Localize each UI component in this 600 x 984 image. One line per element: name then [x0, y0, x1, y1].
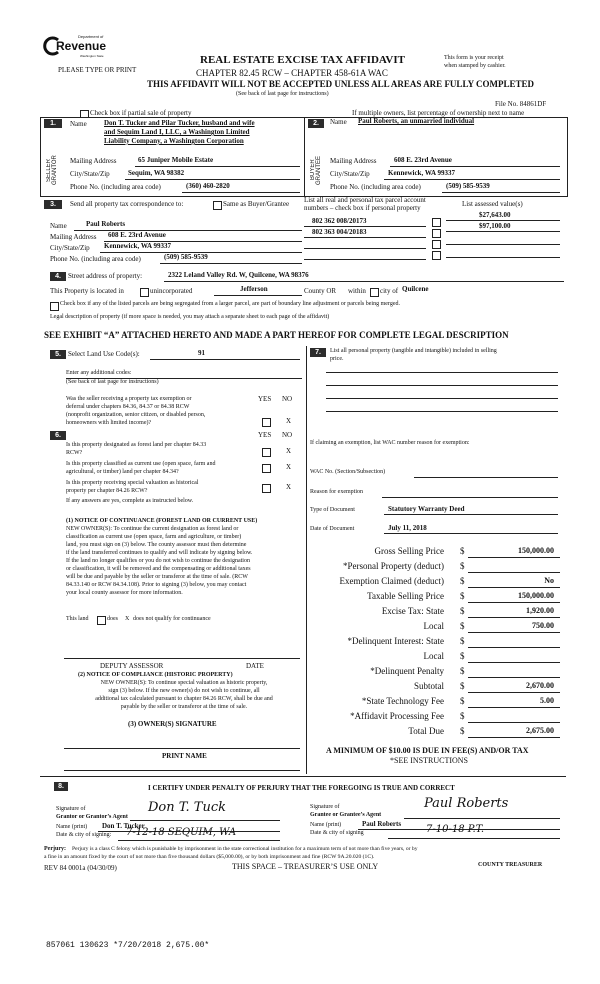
fee-label: Excise Tax: State — [381, 606, 444, 616]
fee-row — [310, 574, 560, 589]
receipt-note-2: when stamped by cashier. — [444, 63, 506, 69]
seller-number: 1. — [44, 119, 62, 128]
fee-currency: $ — [460, 696, 465, 706]
buyer-side-label: BUYER GRANTEE — [310, 155, 322, 185]
parcels-header-2: numbers – check box if personal property — [304, 204, 421, 212]
buyer-mailing-label: Mailing Address — [330, 157, 377, 165]
fee-currency: $ — [460, 711, 465, 721]
doc-date-label: Date of Document — [310, 526, 355, 532]
exhibit-reference: SEE EXHIBIT “A” ATTACHED HERETO AND MADE A PART HEREOF FOR COMPLETE LEGAL DESCRIPTION — [44, 330, 509, 340]
tax-corr-city-label: City/State/Zip — [50, 244, 90, 252]
fee-row — [310, 649, 560, 664]
notice2-line: NEW OWNER(S): To continue special valuation as historic property, — [100, 680, 268, 686]
parcel-value-2[interactable]: $97,100.00 — [479, 222, 511, 230]
same-as-buyer-checkbox[interactable] — [213, 201, 222, 210]
notice1-body — [66, 526, 252, 598]
section7-number: 7. — [310, 348, 326, 357]
doc-type[interactable]: Statutory Warranty Deed — [388, 505, 465, 513]
section6-no: NO — [282, 431, 293, 439]
exemption-yes-checkbox[interactable] — [262, 418, 271, 427]
all-yes-note: If any answers are yes, complete as instructed below. — [66, 498, 194, 504]
fee-row — [310, 709, 560, 724]
grantor-sig-label-2: Grantor or Grantor’s Agent — [56, 814, 128, 820]
claim-exemption-label: If claiming an exemption, list WAC number reason for exemption: — [310, 440, 470, 446]
parcel-value-1[interactable]: $27,643.00 — [479, 211, 511, 219]
tax-corr-number: 3. — [44, 200, 62, 209]
fee-currency: $ — [460, 651, 465, 661]
forest-yes-checkbox[interactable] — [262, 448, 271, 457]
section5-no: NO — [282, 395, 293, 403]
grantee-name-label: Name (print) — [310, 822, 342, 828]
exemption-q-1: Was the seller receiving a property tax exemption or — [66, 396, 192, 402]
form-title: REAL ESTATE EXCISE TAX AFFIDAVIT — [200, 54, 405, 66]
fee-label: *Affidavit Processing Fee — [350, 711, 444, 721]
see-back: (See back of last page for instructions) — [236, 91, 329, 97]
fee-row — [310, 544, 560, 559]
grantor-date-city[interactable]: 7-12-18 SEQUIM, WA — [126, 827, 237, 838]
please-type: PLEASE TYPE OR PRINT — [58, 66, 137, 74]
notice2-line: additional tax calculated pursuant to chapter 84.26 RCW, shall be due and — [95, 696, 273, 702]
buyer-phone-label: Phone No. (including area code) — [330, 183, 421, 191]
grantee-signature[interactable]: Paul Roberts — [424, 796, 509, 811]
fee-currency: $ — [460, 591, 465, 601]
form-revision: REV 84 0001a (04/30/09) — [44, 864, 117, 872]
logo-sub: Washington State — [80, 54, 104, 58]
fee-label: Exemption Claimed (deduct) — [339, 576, 444, 586]
perjury-line-1: Perjury is a class C felony which is punishable by imprisonment in the state correctional institution for a maximum term of not more than five years, or by — [72, 846, 418, 852]
buyer-mailing[interactable]: 608 E. 23rd Avenue — [394, 156, 452, 164]
wac-label: WAC No. (Section/Subsection) — [310, 469, 386, 475]
street-address[interactable]: 2322 Leland Valley Rd. W, Quilcene, WA 98376 — [168, 271, 309, 279]
logo-top: Department of — [78, 34, 104, 39]
seller-side-label: SELLER GRANTOR — [46, 155, 58, 185]
buyer-name[interactable]: Paul Roberts, an unmarried individual — [358, 117, 475, 125]
fee-currency: $ — [460, 576, 465, 586]
fee-value[interactable]: 2,670.00 — [526, 681, 554, 690]
fee-value[interactable]: 2,675.00 — [526, 726, 554, 735]
grantee-sig-label-2: Grantee or Grantee’s Agent — [310, 812, 382, 818]
section6-number: 6. — [50, 431, 66, 440]
land-use-label: Select Land Use Code(s): — [68, 350, 140, 358]
historic-q-b: property per chapter 84.26 RCW? — [66, 488, 148, 494]
perjury-label: Perjury: — [44, 846, 66, 852]
fee-label: *Delinquent Interest: State — [347, 636, 444, 646]
seller-phone[interactable]: (360) 460-2820 — [186, 182, 230, 190]
fee-row — [310, 619, 560, 634]
located-label: This Property is located in — [50, 287, 124, 295]
grantor-name-label: Name (print) — [56, 824, 88, 830]
grantee-date-city[interactable]: 7-10-18 P.T. — [426, 824, 485, 835]
buyer-city[interactable]: Kennewick, WA 99337 — [388, 169, 455, 177]
forest-answer: X — [286, 447, 292, 455]
fee-label: Total Due — [408, 726, 444, 736]
county-name[interactable]: Jefferson — [240, 285, 268, 293]
section4-number: 4. — [50, 272, 66, 281]
file-no: File No. 84861DF — [495, 100, 547, 108]
notice1-title: (1) NOTICE OF CONTINUANCE (FOREST LAND OR CURRENT USE) — [66, 518, 258, 524]
assessed-header: List assessed value(s) — [462, 200, 523, 208]
section5-yes: YES — [258, 395, 272, 403]
fee-row — [310, 559, 560, 574]
fee-label: Taxable Selling Price — [367, 591, 444, 601]
tax-corr-phone-label: Phone No. (including area code) — [50, 255, 141, 263]
within-city-checkbox[interactable] — [370, 288, 379, 297]
notice2-title: (2) NOTICE OF COMPLIANCE (HISTORIC PROPERTY) — [78, 672, 233, 678]
minimum-fee-note: A MINIMUM OF $10.00 IS DUE IN FEE(S) AND/OR TAX — [326, 746, 529, 755]
parcel-personal-checkbox-3[interactable] — [432, 240, 441, 249]
fee-label: Gross Selling Price — [374, 546, 444, 556]
county-treasurer: COUNTY TREASURER — [478, 862, 543, 868]
street-label: Street address of property: — [68, 272, 143, 280]
land-qualify-c: does not qualify for continuance — [133, 616, 211, 622]
fee-row — [310, 679, 560, 694]
current-use-answer: X — [286, 463, 292, 471]
fee-currency: $ — [460, 666, 465, 676]
notice1-line: your local county assessor for more information. — [66, 590, 183, 596]
county-label: County OR — [304, 287, 337, 295]
fee-currency: $ — [460, 621, 465, 631]
notice2-line: sign (3) below. If the new owner(s) do not wish to continue, all — [108, 688, 260, 694]
notice2-line: payable by the seller or transferor at the time of sale. — [120, 704, 248, 710]
same-as-buyer-label: Same as Buyer/Grantee — [223, 200, 290, 208]
doc-type-label: Type of Document — [310, 507, 355, 513]
form-chapter: CHAPTER 82.45 RCW – CHAPTER 458-61A WAC — [196, 68, 388, 78]
historic-yes-checkbox[interactable] — [262, 484, 271, 493]
land-qualify-b: does — [107, 616, 118, 622]
fee-row — [310, 664, 560, 679]
fee-label: Local — [423, 651, 444, 661]
fee-label: *Delinquent Penalty — [370, 666, 444, 676]
segregated-checkbox[interactable] — [50, 302, 59, 311]
multiple-owners-label: If multiple owners, list percentage of ownership next to name — [352, 109, 525, 117]
fee-label: *State Technology Fee — [361, 696, 444, 706]
forest-q-b: RCW? — [66, 450, 83, 456]
fee-label: Local — [423, 621, 444, 631]
grantor-signature[interactable]: Don T. Tuck — [148, 800, 226, 815]
doc-date[interactable]: July 11, 2018 — [388, 524, 427, 532]
seller-phone-label: Phone No. (including area code) — [70, 183, 161, 191]
buyer-name-label: Name — [330, 118, 347, 126]
current-use-q-b: agricultural, or timber) land per chapter 84.34? — [66, 469, 179, 475]
section7-label-2: price. — [330, 356, 344, 362]
grantor-name[interactable]: Don T. Tucker — [102, 822, 145, 830]
fee-value[interactable]: 150,000.00 — [518, 546, 554, 555]
seller-city[interactable]: Sequim, WA 98382 — [128, 169, 185, 177]
fee-row — [310, 724, 560, 739]
grantor-sig-label-1: Signature of — [56, 806, 86, 812]
notice1-line: or classification, it will be removed and the compensating or additional taxes — [66, 566, 251, 572]
fee-currency: $ — [460, 681, 465, 691]
land-does-checkbox[interactable] — [97, 616, 106, 625]
buyer-city-label: City/State/Zip — [330, 170, 370, 178]
notice1-line: classification as current use (open space, farm and agriculture, or timber) — [66, 534, 242, 540]
dor-logo — [42, 34, 112, 62]
tax-corr-mailing[interactable]: 608 E. 23rd Avenue — [108, 231, 166, 239]
fee-value[interactable]: 5.00 — [540, 696, 554, 705]
grantee-sig-label-1: Signature of — [310, 804, 340, 810]
parcel-personal-checkbox-2[interactable] — [432, 229, 441, 238]
grantor-date-label: Date & city of signing: — [56, 832, 112, 838]
section6-yes: YES — [258, 431, 272, 439]
within-label: within — [348, 287, 366, 295]
historic-q-a: Is this property receiving special valuation as historical — [66, 480, 199, 486]
land-qualify-x: X — [125, 616, 130, 622]
notice1-line: land, you must sign on (3) below. The county assessor must then determine — [66, 542, 247, 548]
notice2-body — [66, 680, 302, 712]
land-qualify-a: This land — [66, 616, 89, 622]
grantee-date-label: Date & city of signing — [310, 830, 364, 836]
additional-codes-sub: (See back of last page for instructions) — [66, 379, 159, 385]
section5-number: 5. — [50, 350, 66, 359]
seller-city-label: City/State/Zip — [70, 170, 110, 178]
perjury-line-2: a fine in an amount fixed by the court of not more than five thousand dollars ($5,000.00), or by both imprisonment and fine (RCW 9A.20.020 (1C). — [44, 854, 375, 860]
fee-currency: $ — [460, 606, 465, 616]
seller-name-line3: Liability Company, a Washington Corporation — [104, 137, 244, 145]
notice1-line: 84.33.140 or RCW 84.34.108). Prior to signing (3) below, you may contact — [66, 582, 247, 588]
city-of-label: city of — [380, 287, 399, 295]
deputy-assessor-label: DEPUTY ASSESSOR — [100, 662, 164, 670]
tax-corr-name-label: Name — [50, 222, 67, 230]
fee-row — [310, 604, 560, 619]
fee-label: Subtotal — [413, 681, 444, 691]
fee-currency: $ — [460, 546, 465, 556]
notice1-line: will be due and payable by the seller or transferor at the time of sale. (RCW — [66, 574, 248, 580]
unincorporated-checkbox[interactable] — [140, 288, 149, 297]
land-use-code[interactable]: 91 — [198, 349, 205, 357]
treasurer-space: THIS SPACE – TREASURER’S USE ONLY — [232, 862, 379, 871]
parcel-number-1[interactable]: 802 362 008/20173 — [312, 217, 367, 225]
fee-row — [310, 694, 560, 709]
fee-row — [310, 634, 560, 649]
additional-codes-label: Enter any additional codes: — [66, 370, 132, 376]
form-warning: THIS AFFIDAVIT WILL NOT BE ACCEPTED UNLESS ALL AREAS ARE FULLY COMPLETED — [147, 79, 535, 89]
current-use-yes-checkbox[interactable] — [262, 464, 271, 473]
section7-label-1: List all personal property (tangible and intangible) included in selling — [330, 348, 497, 354]
notice1-line: NEW OWNER(S): To continue the current designation as forest land or — [66, 526, 239, 532]
fee-value[interactable]: 1,920.00 — [526, 606, 554, 615]
tax-corr-city[interactable]: Kennewick, WA 99337 — [104, 242, 171, 250]
unincorporated-label: unincorporated — [150, 287, 193, 295]
buyer-number: 2. — [308, 119, 324, 128]
city-name[interactable]: Quilcene — [402, 285, 429, 293]
notice1-line: If the land no longer qualifies or you do not wish to continue the designation — [66, 558, 250, 564]
fee-value[interactable]: 150,000.00 — [518, 591, 554, 600]
fee-currency: $ — [460, 636, 465, 646]
logo-main: Revenue — [56, 39, 107, 53]
tax-corr-label: Send all property tax correspondence to: — [70, 200, 184, 208]
seller-name-label: Name — [70, 120, 87, 128]
seller-mailing[interactable]: 65 Juniper Mobile Estate — [138, 156, 214, 164]
seller-mailing-label: Mailing Address — [70, 157, 117, 165]
fee-table — [310, 544, 560, 739]
fee-value[interactable]: No — [544, 576, 554, 585]
notice1-line: if the land transferred continues to qualify and will indicate by signing below. — [66, 550, 253, 556]
exemption-q-2: deferral under chapters 84.36, 84.37 or 84.38 RCW — [66, 404, 190, 410]
tax-corr-name[interactable]: Paul Roberts — [86, 220, 126, 228]
parcel-number-2[interactable]: 802 363 004/20183 — [312, 228, 367, 236]
tax-corr-mailing-label: Mailing Address — [50, 233, 97, 241]
receipt-note-1: This form is your receipt — [444, 55, 504, 61]
fee-currency: $ — [460, 561, 465, 571]
current-use-q-a: Is this property classified as current use (open space, farm and — [66, 461, 216, 467]
grantee-name[interactable]: Paul Roberts — [362, 820, 402, 828]
partial-sale-label: Check box if partial sale of property — [90, 109, 192, 117]
tax-corr-phone[interactable]: (509) 585-9539 — [164, 253, 208, 261]
forest-q-a: Is this property designated as forest land per chapter 84.33 — [66, 442, 207, 448]
fee-row — [310, 589, 560, 604]
owner-signature-label: (3) OWNER(S) SIGNATURE — [128, 720, 217, 728]
seller-name-line1: Don T. Tucker and Pilar Tucker, husband and wife — [104, 119, 255, 127]
seller-name-line2: and Sequim Land I, LLC, a Washington Limited — [104, 128, 250, 136]
print-name-label: PRINT NAME — [162, 752, 207, 760]
fee-currency: $ — [460, 726, 465, 736]
exemption-q-3: (nonprofit organization, senior citizen, or disabled person, — [66, 412, 206, 418]
legal-description-label: Legal description of property (if more space is needed, you may attach a separate sheet to each page of the affidavit) — [50, 314, 330, 320]
see-instructions: *SEE INSTRUCTIONS — [390, 756, 469, 765]
fee-label: *Personal Property (deduct) — [343, 561, 444, 571]
segregated-label: Check box if any of the listed parcels are being segregated from a larger parcel, are part of boundary line adjustment or parcels being merged. — [60, 301, 400, 307]
section8-number: 8. — [54, 782, 68, 791]
certify-statement: I CERTIFY UNDER PENALTY OF PERJURY THAT THE FOREGOING IS TRUE AND CORRECT — [148, 784, 455, 792]
cashier-stamp: 857061 130623 *7/20/2018 2,675.00* — [46, 941, 210, 950]
reason-label: Reason for exemption — [310, 489, 363, 495]
exemption-answer: X — [286, 417, 292, 425]
fee-value[interactable]: 750.00 — [532, 621, 554, 630]
buyer-phone[interactable]: (509) 585-9539 — [446, 182, 490, 190]
parcel-personal-checkbox-4[interactable] — [432, 251, 441, 260]
deputy-date-label: DATE — [246, 662, 264, 670]
parcels-header-1: List all real and personal tax parcel account — [304, 196, 426, 204]
historic-answer: X — [286, 483, 292, 491]
parcel-personal-checkbox-1[interactable] — [432, 218, 441, 227]
exemption-q-4: homeowners with limited income)? — [66, 420, 152, 426]
